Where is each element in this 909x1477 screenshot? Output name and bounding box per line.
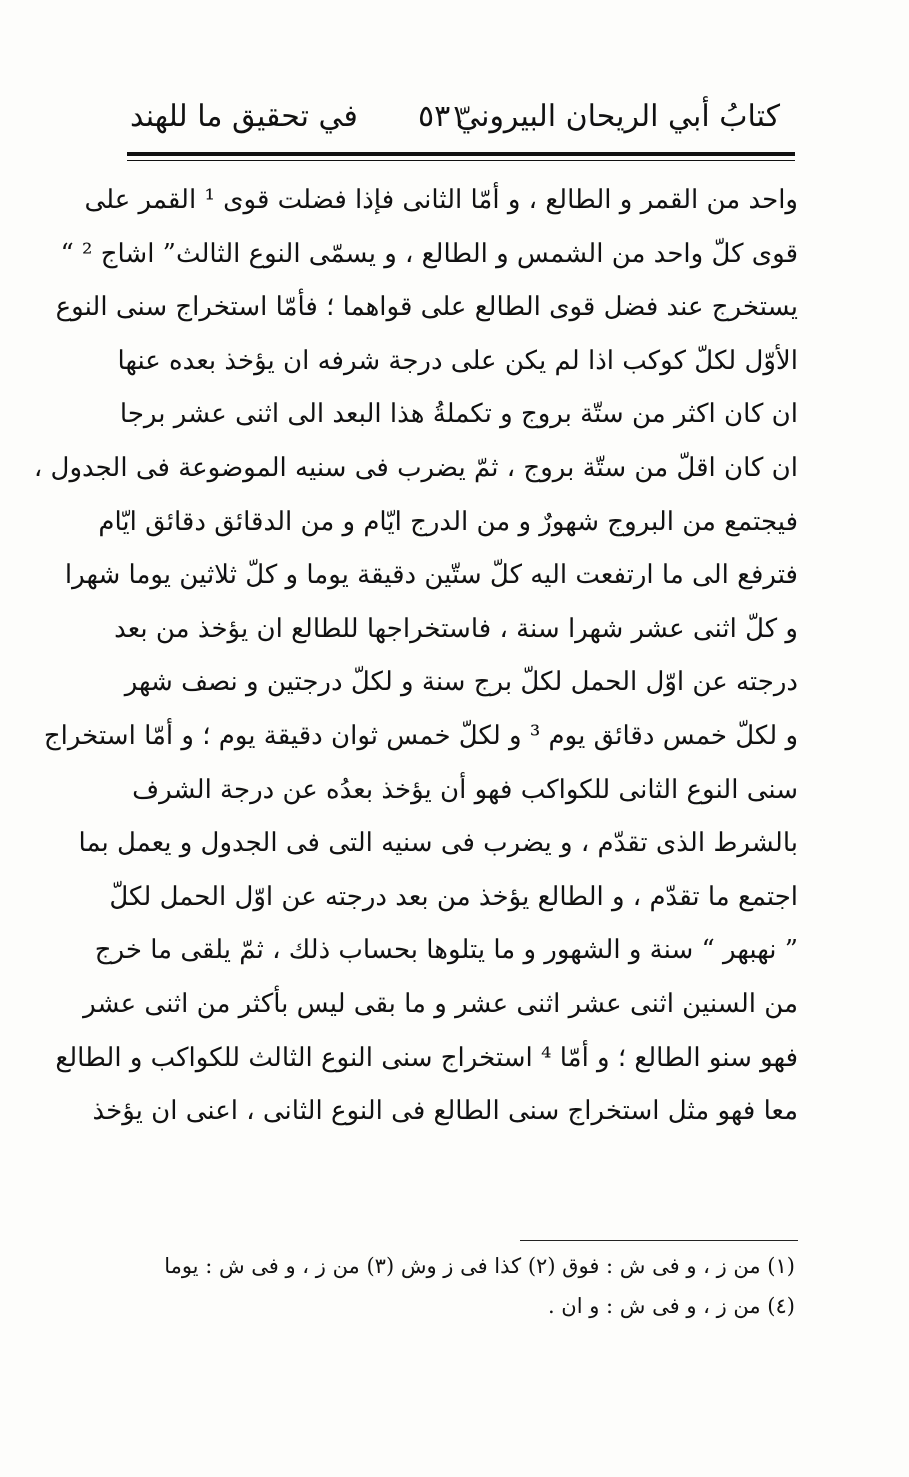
text-line: ” نهبهر “ سنة و الشهور و ما يتلوها بحساب ذلك ، ثمّ يلقى ما خرج (94, 935, 798, 966)
text-line: و كلّ اثنى عشر شهرا سنة ، فاستخراجها للطالع ان يؤخذ من بعد (114, 613, 798, 644)
page-number: ٥٣١ (418, 99, 467, 134)
text-line: واحد من القمر و الطالع ، و أمّا الثانى فإذا فضلت قوى ¹ القمر على (84, 185, 798, 215)
text-line: ان كان اقلّ من ستّة بروج ، ثمّ يضرب فى سنيه الموضوعة فى الجدول ، (33, 452, 798, 483)
text-line: فترفع الى ما ارتفعت اليه كلّ ستّين دقيقة يوما و كلّ ثلاثين يوما شهرا (64, 560, 798, 591)
book-title: كتابُ أبي الريحان البيرونيّ (456, 99, 780, 134)
text-line: درجته عن اوّل الحمل لكلّ برج سنة و لكلّ درجتين و نصف شهر (124, 667, 798, 698)
text-line: معا فهو مثل استخراج سنى الطالع فى النوع الثانى ، اعنى ان يؤخذ (92, 1096, 798, 1127)
header-rule-thick (127, 152, 795, 156)
text-line: اجتمع ما تقدّم ، و الطالع يؤخذ من بعد درجته عن اوّل الحمل لكلّ (109, 881, 798, 912)
text-line: من السنين اثنى عشر اثنى عشر و ما بقى ليس بأكثر من اثنى عشر (83, 988, 798, 1019)
text-line: سنى النوع الثانى للكواكب فهو أن يؤخذ بعدُه عن درجة الشرف (132, 774, 798, 805)
running-header (130, 92, 780, 142)
footnote-line: (١) من ز ، و فى ش : فوق (٢) كذا فى ز وش (٣) من ز ، و فى ش : يوما (164, 1254, 795, 1278)
text-line: فيجتمع من البروج شهورٌ و من الدرج ايّام و من الدقائق دقائق ايّام (98, 506, 798, 537)
book-subtitle: في تحقيق ما للهند (130, 99, 358, 134)
header-rule-thin (127, 160, 795, 161)
text-line: يستخرج عند فضل قوى الطالع على قواهما ؛ فأمّا استخراج سنى النوع (55, 292, 798, 323)
text-line: قوى كلّ واحد من الشمس و الطالع ، و يسمّى النوع الثالث” اشاج ² “ (60, 238, 798, 269)
text-line: ان كان اكثر من ستّة بروج و تكملةُ هذا البعد الى اثنى عشر برجا (119, 399, 798, 430)
body-text (33, 174, 798, 1139)
footnotes (135, 1246, 795, 1326)
footnote-line: (٤) من ز ، و فى ش : و ان . (547, 1294, 795, 1318)
text-line: و لكلّ خمس دقائق يوم ³ و لكلّ خمس ثوان دقيقة يوم ؛ و أمّا استخراج (43, 720, 798, 751)
text-line: بالشرط الذى تقدّم ، و يضرب فى سنيه التى فى الجدول و يعمل بما (78, 828, 798, 859)
footnote-rule (520, 1240, 798, 1241)
text-line: فهو سنو الطالع ؛ و أمّا ⁴ استخراج سنى النوع الثالث للكواكب و الطالع (55, 1042, 798, 1073)
text-line: الأوّل لكلّ كوكب اذا لم يكن على درجة شرفه ان يؤخذ بعده عنها (117, 345, 798, 376)
